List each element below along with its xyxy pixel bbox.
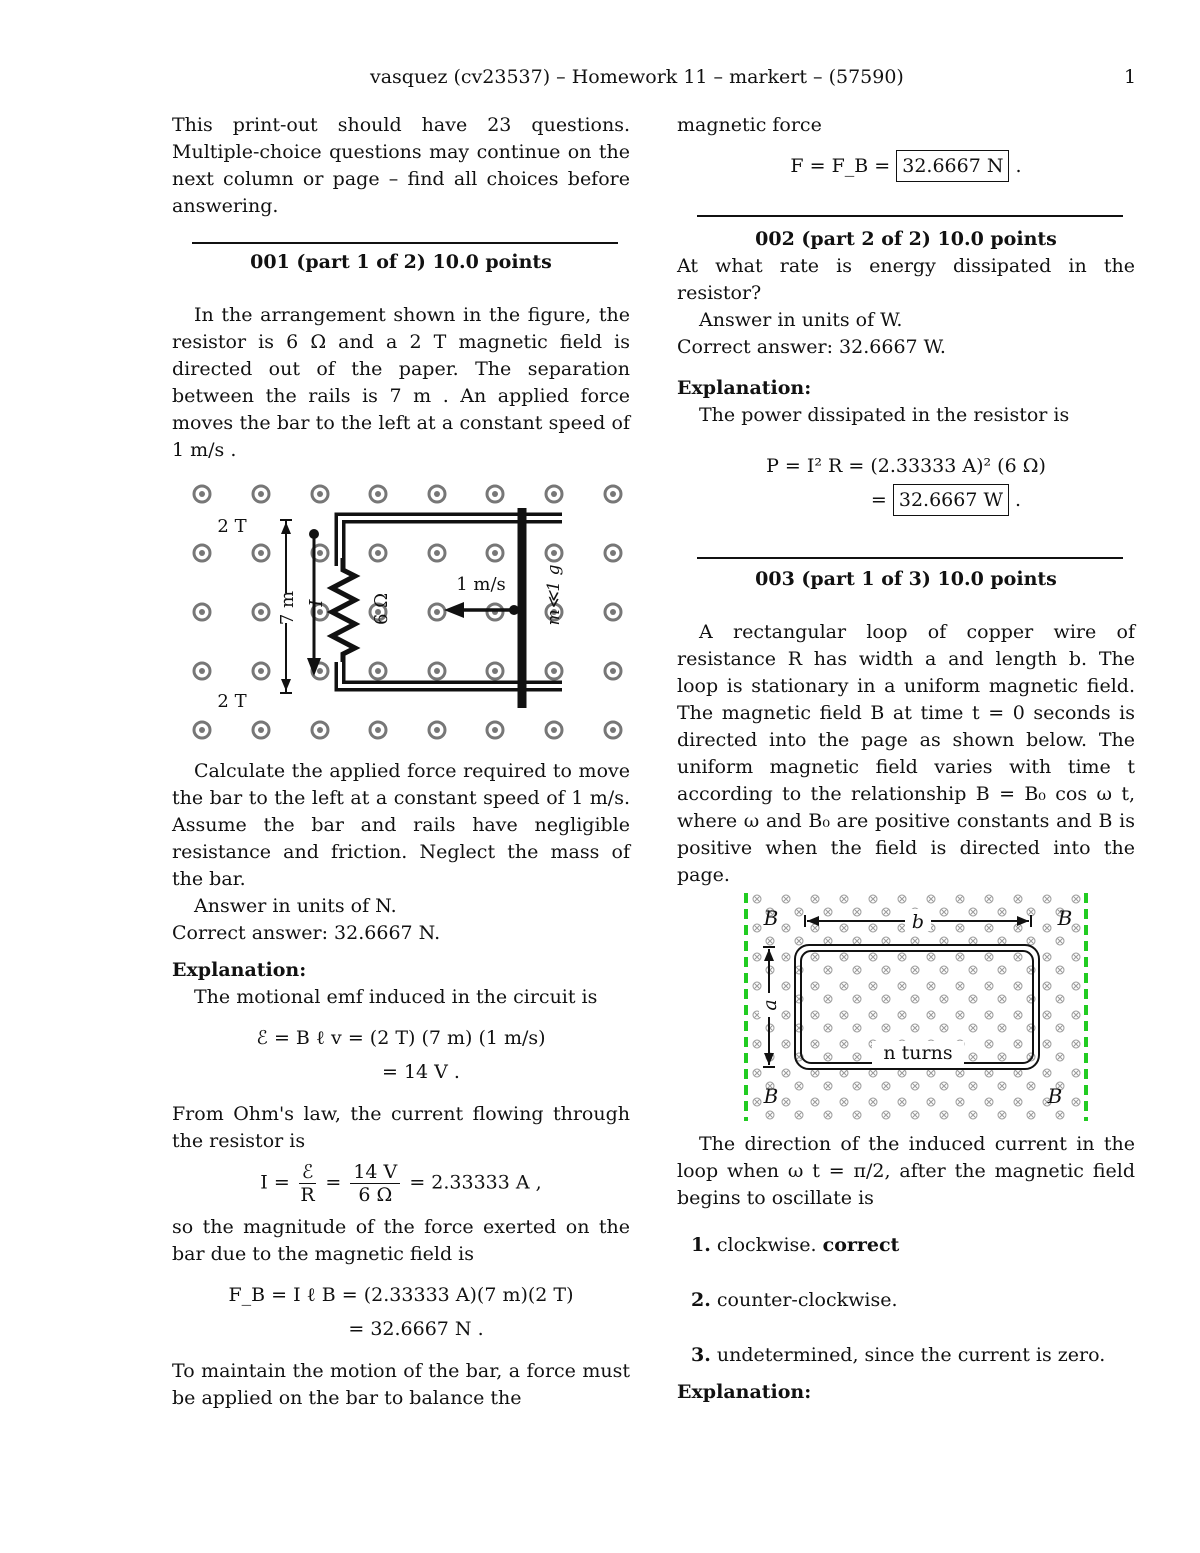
field-dot [253,722,269,738]
field-dot [253,663,269,679]
field-dot [605,545,621,561]
field-x-marker [1014,982,1035,1003]
field-x-marker [985,1011,1006,1032]
field-x-marker [782,1069,803,1090]
field-x-marker [898,1069,919,1090]
speed-label: 1 m/s [456,574,506,595]
field-x-marker [1014,924,1035,945]
final-eq-lhs: F = F_B = [790,155,891,177]
explanation-label-001: Explanation: [172,959,307,981]
correct-answer-001: Correct answer: 32.6667 N. [172,922,441,944]
left-column [172,112,630,1412]
field-dot [546,545,562,561]
question-heading-001: 001 (part 1 of 2) 10.0 points [250,251,552,273]
field-x-marker [811,895,832,916]
field-x-marker [927,982,948,1003]
field-x-marker [840,924,861,945]
field-x-marker [840,982,861,1003]
field-x-marker [869,895,890,916]
field-x-marker [985,924,1006,945]
field-x-marker [811,1098,832,1119]
loop-figure [677,891,1135,1123]
width-label: a [759,999,781,1011]
page-number: 1 [1124,66,1137,88]
field-dot [487,545,503,561]
field-x-marker [782,924,803,945]
field-label-br: B [1047,1084,1063,1108]
field-dot [194,663,210,679]
right-column [677,112,1135,1406]
field-dot [194,604,210,620]
field-x-marker [956,953,977,974]
field-x-marker [1014,1011,1035,1032]
choice-2[interactable]: 2. counter-clockwise. [691,1289,898,1311]
field-x-marker [811,953,832,974]
field-dot [429,722,445,738]
ohm-text: From Ohm's law, the current flowing through the resistor is [172,1103,630,1152]
field-x-marker [782,1098,803,1119]
field-label-top: 2 T [217,516,247,537]
field-x-marker [985,1069,1006,1090]
field-label-bl: B [763,1084,779,1108]
answer-units-001: Answer in units of N. [194,895,397,917]
page-header [0,66,1200,94]
field-x-marker [927,1011,948,1032]
problem-text-001: In the arrangement shown in the figure, the resistor is 6 Ω and a 2 T magnetic field is directed out of the paper. The separation between the rails is 7 m . An applied force moves the bar to the left at a constant speed of 1 m/s . [172,304,630,461]
explanation-label-003: Explanation: [677,1381,812,1403]
field-x-marker [811,1040,832,1061]
field-dot [253,545,269,561]
field-x-marker [811,1011,832,1032]
question-heading-003: 003 (part 1 of 3) 10.0 points [755,568,1057,590]
field-x-marker [1072,1040,1080,1048]
final-answer-box: 32.6667 N [896,150,1009,182]
maintain-text: To maintain the motion of the bar, a force must be applied on the bar to balance the [172,1360,630,1409]
field-x-marker [1072,1069,1080,1077]
field-x-marker [869,982,890,1003]
field-x-marker [1014,1069,1035,1090]
field-x-marker [898,1011,919,1032]
field-x-marker [1072,1098,1080,1106]
field-x-marker [1043,1011,1064,1032]
field-x-marker [782,982,803,1003]
field-dot [370,545,386,561]
field-dot [487,663,503,679]
field-x-marker [956,982,977,1003]
field-dot [605,604,621,620]
turns-label: n turns [883,1042,953,1064]
field-dot [370,663,386,679]
field-dot [253,604,269,620]
field-x-marker [1072,953,1080,961]
field-x-marker [811,1069,832,1090]
field-dot [546,663,562,679]
field-x-marker [1072,1011,1080,1019]
field-x-marker [1014,1098,1035,1119]
field-x-marker [985,1040,1006,1061]
field-dot [194,545,210,561]
header-title: vasquez (cv23537) – Homework 11 – markert – (57590) [370,66,904,88]
field-x-marker [1043,982,1064,1003]
continued-text: magnetic force [677,114,822,136]
ohm-eq-lhs: I = [260,1171,290,1194]
field-x-marker [1072,924,1080,932]
force-text: so the magnitude of the force exerted on the bar due to the magnetic field is [172,1216,630,1265]
choice-3[interactable]: 3. undetermined, since the current is zero. [691,1344,1106,1366]
question-text-001: Calculate the applied force required to move the bar to the left at a constant speed of 1 m/s. Assume the bar and rails have negligible resistance and friction. Neglect the mass of the bar. [172,760,630,890]
field-label-tr: B [1057,906,1073,930]
field-dot [487,604,503,620]
field-x-marker [956,1011,977,1032]
field-x-marker [898,953,919,974]
field-dot [605,663,621,679]
section-rule [192,242,618,244]
field-dot [370,722,386,738]
emf-text: The motional emf induced in the circuit is [194,986,598,1008]
field-x-marker [782,953,803,974]
final-force-equation: F = F_B = 32.6667 N . [677,149,1135,183]
field-x-marker [927,953,948,974]
ohm-equation: I = $\frac{\text{ℰ}}{R}$ = $\frac{14 V}{6 \Omega}$ = 2.33333 A , [260,1161,542,1206]
rail-bar-figure [172,478,630,748]
question-heading-002: 002 (part 2 of 2) 10.0 points [755,228,1057,250]
field-x-marker [782,1040,803,1061]
field-label-bottom: 2 T [217,691,247,712]
separation-label: 7 m [277,590,298,626]
field-dot [546,722,562,738]
field-label-tl: B [763,906,779,930]
choices-list [677,1232,1135,1369]
force-equation-1: F_B = I ℓ B = (2.33333 A)(7 m)(2 T) [228,1284,574,1306]
field-x-marker [869,1069,890,1090]
field-x-marker [956,1098,977,1119]
field-dot [429,486,445,502]
field-dot [605,722,621,738]
field-x-marker [956,924,977,945]
current-label: I [306,599,327,607]
emf-equation-2: = 14 V . [382,1061,460,1083]
field-x-marker [927,1098,948,1119]
field-dot [487,722,503,738]
width-dimension [759,947,781,1067]
length-label: b [911,911,925,933]
power-equation-2: = 32.6667 W . [677,483,1135,517]
answer-units-002: Answer in units of W. [699,309,903,331]
field-dot [605,486,621,502]
field-x-marker [782,1011,803,1032]
field-x-marker [1043,953,1064,974]
question-text-003: The direction of the induced current in the loop when ω t = π/2, after the magnetic field begins to oscillate is [677,1133,1135,1209]
field-x-marker [1072,895,1080,903]
choice-1[interactable]: 1. clockwise. correct [691,1234,900,1256]
field-x-marker [782,895,803,916]
field-x-marker [840,1011,861,1032]
field-dot [312,486,328,502]
fraction-14v-over-6ohm: $\frac{14 V}{6 \Omega}$ [350,1161,400,1206]
field-x-marker [840,953,861,974]
field-x-marker [1014,895,1035,916]
field-x-marker [1072,982,1080,990]
field-x-marker [898,1098,919,1119]
intro-text: This print-out should have 23 questions. Multiple-choice questions may continue on the next column or page – find all choices before answering. [172,114,630,217]
field-dot [194,486,210,502]
field-x-marker [840,895,861,916]
field-x-marker [898,982,919,1003]
ohm-eq-rhs: = 2.33333 A , [409,1171,542,1194]
field-dot [429,663,445,679]
field-x-marker [985,982,1006,1003]
explanation-label-002: Explanation: [677,377,812,399]
field-dot [370,486,386,502]
field-x-marker [869,1011,890,1032]
field-dot [253,486,269,502]
velocity-arrow [444,574,519,618]
correct-answer-002: Correct answer: 32.6667 W. [677,336,946,358]
field-x-marker [956,895,977,916]
power-equation-1: P = I² R = (2.33333 A)² (6 Ω) [766,455,1046,477]
field-dot [429,604,445,620]
section-rule [697,215,1123,217]
emf-equation-1: ℰ = B ℓ v = (2 T) (7 m) (1 m/s) [256,1027,546,1049]
length-dimension [805,909,1031,933]
power-text: The power dissipated in the resistor is [699,404,1070,426]
field-dot [487,486,503,502]
separation-dimension [277,520,298,693]
field-x-marker [1043,1040,1064,1061]
field-x-marker [840,1098,861,1119]
question-text-002: At what rate is energy dissipated in the resistor? [677,255,1135,304]
field-x-marker [985,895,1006,916]
field-x-marker [869,1098,890,1119]
field-x-marker [869,953,890,974]
section-rule [697,557,1123,559]
field-x-marker [927,1069,948,1090]
field-x-marker [985,1098,1006,1119]
field-x-marker [840,1040,861,1061]
field-dot [546,486,562,502]
field-dot [312,722,328,738]
problem-text-003: A rectangular loop of copper wire of resistance R has width a and length b. The loop is stationary in a uniform magnetic field. The magnetic field B at time t = 0 seconds is directed into the page as shown below. The uniform magnetic field varies with time t according to the relationship B = B₀ cos ω t, where ω and B₀ are positive constants and B is positive when the field is directed into the page. [677,621,1135,886]
field-dot [194,722,210,738]
force-equation-2: = 32.6667 N . [348,1318,484,1340]
field-dot [429,545,445,561]
fraction-emf-over-r: $\frac{\text{ℰ}}{R}$ [300,1161,315,1206]
field-x-marker [956,1069,977,1090]
field-x-marker [811,924,832,945]
field-x-marker [840,1069,861,1090]
mass-label: m≪1 g [544,564,564,626]
field-x-marker [985,953,1006,974]
power-answer-box: 32.6667 W [893,484,1009,516]
field-x-marker [811,982,832,1003]
resistor-label: 6 Ω [371,592,392,626]
correct-marker: correct [822,1234,900,1256]
field-x-marker [869,924,890,945]
